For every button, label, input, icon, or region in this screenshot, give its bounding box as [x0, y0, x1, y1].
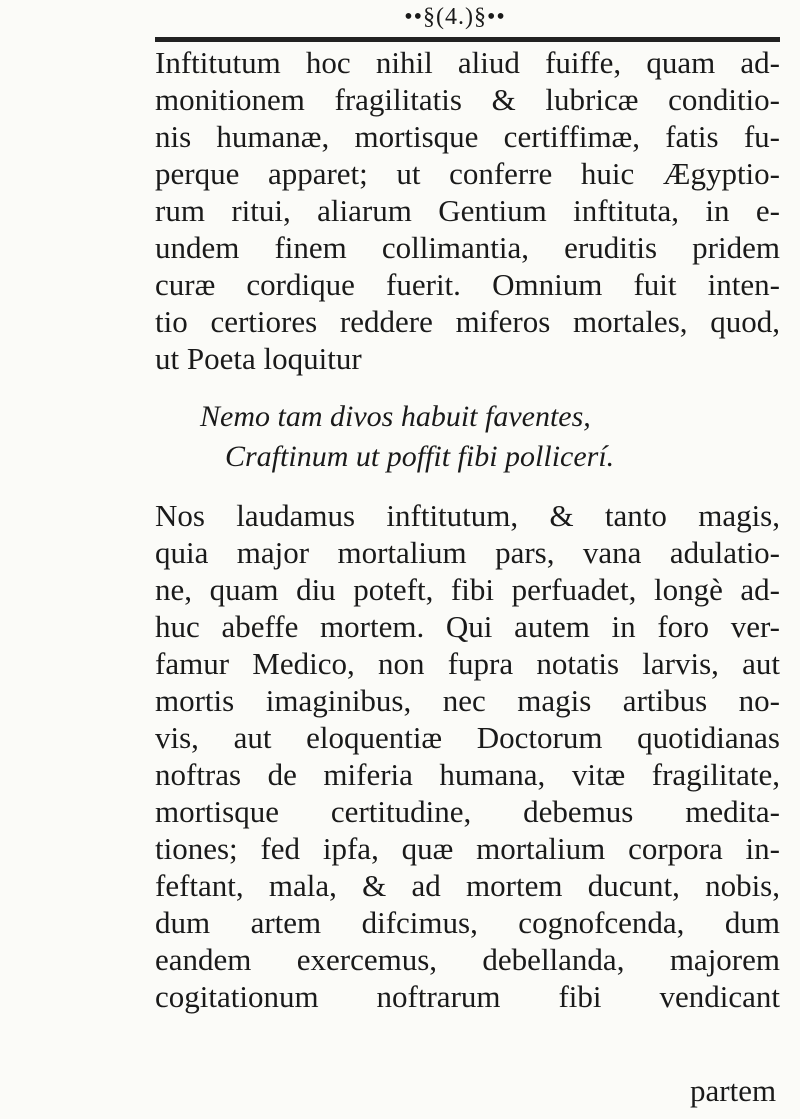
text-line: quia major mortalium pars, vana adulatio-: [155, 535, 780, 570]
text-line: dum artem difcimus, cognofcenda, dum: [155, 905, 780, 940]
text-line: tio certiores reddere miferos mortales, quod,: [155, 304, 780, 339]
running-head: ••§(4.)§••: [404, 4, 506, 30]
text-line: huc abeffe mortem. Qui autem in foro ver-: [155, 609, 780, 644]
paragraph-2: [155, 497, 780, 1015]
verse-quotation: [155, 397, 780, 477]
text-line: monitionem fragilitatis & lubricæ conditio-: [155, 82, 780, 117]
text-line: perque apparet; ut conferre huic Ægyptio-: [155, 156, 780, 191]
body-text: [155, 44, 780, 1015]
verse-line: Craftinum ut poffit fibi pollicerí.: [225, 440, 615, 473]
text-line: mortisque certitudine, debemus medita-: [155, 794, 780, 829]
catchword: partem: [690, 1073, 777, 1108]
text-line: vis, aut eloquentiæ Doctorum quotidianas: [155, 720, 780, 755]
header-rule: [155, 37, 780, 42]
text-line: ut Poeta loquitur: [155, 341, 362, 376]
text-line: tiones; fed ipfa, quæ mortalium corpora in-: [155, 831, 780, 866]
text-line: Nos laudamus inftitutum, & tanto magis,: [155, 498, 780, 533]
text-line: ne, quam diu poteft, fibi perfuadet, longè ad-: [155, 572, 780, 607]
text-line: noftras de miferia humana, vitæ fragilitate,: [155, 757, 780, 792]
text-line: eandem exercemus, debellanda, majorem: [155, 942, 780, 977]
text-line: Inftitutum hoc nihil aliud fuiffe, quam ad-: [155, 45, 780, 80]
text-line: famur Medico, non fupra notatis larvis, aut: [155, 646, 780, 681]
text-line: nis humanæ, mortisque certiffimæ, fatis fu-: [155, 119, 780, 154]
paragraph-1: [155, 44, 780, 377]
verse-line: Nemo tam divos habuit faventes,: [200, 400, 591, 433]
text-line: feftant, mala, & ad mortem ducunt, nobis,: [155, 868, 780, 903]
text-line: rum ritui, aliarum Gentium inftituta, in e-: [155, 193, 780, 228]
text-line: curæ cordique fuerit. Omnium fuit inten-: [155, 267, 780, 302]
text-line: cogitationum noftrarum fibi vendicant: [155, 979, 780, 1014]
text-line: mortis imaginibus, nec magis artibus no-: [155, 683, 780, 718]
text-line: undem finem collimantia, eruditis pridem: [155, 230, 780, 265]
